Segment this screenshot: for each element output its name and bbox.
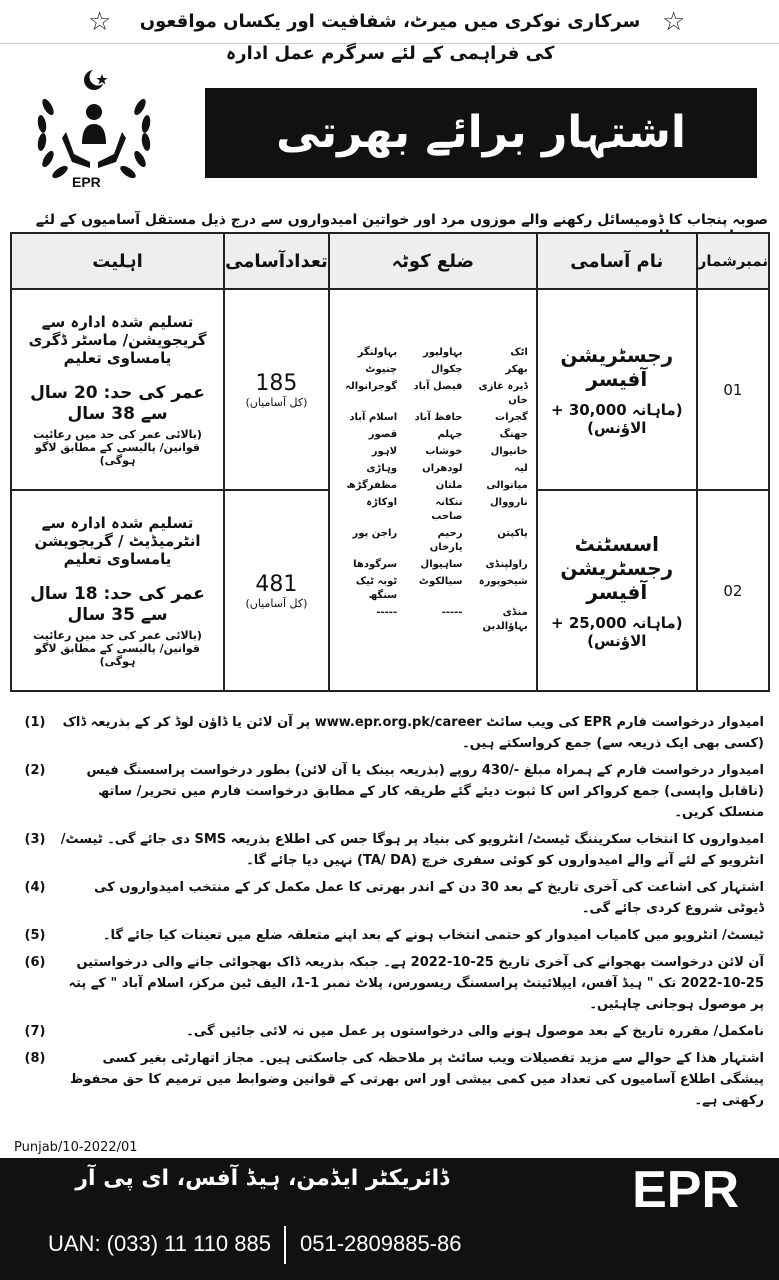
footer-divider	[284, 1226, 286, 1264]
row-no: 01	[697, 289, 769, 490]
row-eligibility	[11, 490, 224, 691]
header-post: نام آسامی	[537, 233, 697, 289]
count-note: (کل آسامیاں)	[245, 395, 308, 409]
top-banner	[0, 0, 779, 64]
uan-number: UAN: (033) 11 110 885	[48, 1231, 271, 1256]
district-item: اٹک	[510, 347, 528, 358]
row-post	[537, 490, 697, 691]
note-text: نامکمل/ مقررہ تاریخ کے بعد موصول ہونے والی درخواستوں پر عمل میں نہ لائی جائیں گی۔	[186, 1024, 764, 1039]
header-count: تعدادآسامی	[224, 233, 329, 289]
note-text: اشتہار ھذا کے حوالے سے مزید تفصیلات ویب سائٹ پر ملاحظہ کی جاسکتی ہیں۔ مجاز اتھارٹی بغیر کسی پیشگی اطلاع آسامیوں کی تعداد میں کمی بیشی اور اس بھرتی کے قوانین وضوابط میں ترمیم کا حق محفوظ رکھتی ہے۔	[69, 1051, 764, 1108]
district-item: جھنگ	[499, 429, 528, 440]
note-number: (7)	[24, 1024, 46, 1039]
district-item: فیصل آباد	[413, 381, 463, 392]
banner-text: سرکاری نوکری میں میرٹ، شفافیت اور یکساں مواقعوں کی فراہمی کے لئے سرگرم عمل ادارہ	[139, 11, 641, 64]
district-item: بھکر	[505, 364, 528, 375]
vacancies-table	[10, 232, 770, 692]
note-text: امیدوار درخواست فارم EPR کی ویب سائٹ www.epr.org.pk/career پر آن لائن یا ڈاؤن لوڈ کر کے بذریعہ ڈاک (کسی بھی ایک ذریعہ سے) جمع کرواسکتے ہیں۔	[62, 715, 764, 751]
district-item: گجرات	[495, 412, 528, 423]
list-item	[14, 829, 764, 871]
district-item: اوکاڑہ	[366, 497, 398, 508]
epr-logo	[28, 62, 160, 194]
note-number: (8)	[24, 1051, 46, 1066]
district-item: خوشاب	[425, 446, 463, 457]
list-item	[14, 1021, 764, 1042]
signatory: ڈائریکٹر ایڈمن، ہیڈ آفس، ای پی آر	[75, 1166, 449, 1191]
header-district: ضلع کوٹہ	[329, 233, 537, 289]
district-item: چنیوٹ	[365, 364, 398, 375]
eligibility-age: عمر کی حد: 20 سال سے 38 سال	[30, 382, 205, 424]
list-item	[14, 1048, 764, 1111]
header-eligibility: اہلیت	[11, 233, 224, 289]
footer	[0, 1158, 779, 1280]
phone-number: 051-2809885-86	[300, 1231, 462, 1256]
district-item: سیالکوٹ	[418, 576, 463, 587]
district-item: راولپنڈی	[485, 559, 528, 570]
post-pay: (ماہانہ 30,000 + الاؤنس)	[551, 400, 683, 437]
note-text: امیدوار درخواست فارم کے ہمراہ مبلغ -/430 روپے (بذریعہ بینک یا آن لائن) بطور درخواست پراسسنگ فیس (ناقابل واپسی) جمع کرواکر اس کا ثبوت دیئے گئے طریقہ کار کے مطابق درخواست فارم میں تحریر/ ساتھ منسلک کریں۔	[86, 763, 764, 820]
list-item	[14, 877, 764, 919]
notes-list	[14, 712, 764, 1117]
eligibility-age: عمر کی حد: 18 سال سے 35 سال	[30, 583, 205, 625]
district-item: حافظ آباد	[414, 412, 463, 423]
district-item: ملتان	[435, 480, 463, 491]
row-post	[537, 289, 697, 490]
reference-code: Punjab/10-2022/01	[14, 1140, 138, 1155]
district-item: بہاولپور	[423, 347, 463, 358]
district-item: جہلم	[437, 429, 463, 440]
district-item: گوجرانوالہ	[345, 381, 398, 392]
table-row	[11, 289, 769, 490]
list-item	[14, 952, 764, 1015]
count-value: 185	[255, 370, 298, 396]
row-no: 02	[697, 490, 769, 691]
district-item: ساہیوال	[420, 559, 463, 570]
district-item: ننکانہ صاحب	[431, 497, 463, 522]
logo-text: EPR	[72, 174, 101, 190]
district-quota-cell	[329, 289, 537, 691]
star-icon: ☆	[88, 7, 112, 37]
table-header-row	[11, 233, 769, 289]
eligibility-edu: تسلیم شدہ ادارہ سے گریجویشن/ ماسٹر ڈگری یامساوی تعلیم	[28, 312, 207, 367]
page-title: اشتہار برائے بھرتی	[205, 88, 757, 178]
post-pay: (ماہانہ 25,000 + الاؤنس)	[551, 613, 683, 650]
list-item	[14, 760, 764, 823]
star-icon: ☆	[662, 7, 686, 37]
district-item: -----	[376, 607, 398, 618]
row-count	[224, 490, 329, 691]
district-item: شیخوپورہ	[478, 576, 528, 587]
note-number: (5)	[24, 928, 46, 943]
district-item: میانوالی	[486, 480, 528, 491]
note-number: (1)	[24, 715, 46, 730]
footer-brand: EPR	[632, 1161, 739, 1219]
district-item: لیہ	[514, 463, 528, 474]
district-item: راجن پور	[352, 528, 398, 539]
note-text: ٹیسٹ/ انٹرویو میں کامیاب امیدوار کو حتمی انتخاب ہونے کے بعد اپنے متعلقہ ضلع میں تعینات کیا جائے گا۔	[102, 928, 764, 943]
eligibility-edu: تسلیم شدہ ادارہ سے انٹرمیڈیٹ / گریجویشن یامساوی تعلیم	[34, 513, 201, 568]
district-item: ٹوبہ ٹیک سنگھ	[355, 576, 398, 601]
district-item: -----	[441, 607, 463, 618]
eligibility-age-note: (بالائی عمر کی حد میں رعائیت قوانین/ پالیسی کے مطابق لاگو ہوگی)	[33, 427, 202, 467]
district-list	[338, 346, 528, 634]
district-item: قصور	[368, 429, 398, 440]
district-item: سرگودھا	[353, 559, 398, 570]
district-item: پاکپتن	[497, 528, 528, 539]
district-item: رحیم یارخاں	[429, 528, 463, 553]
note-number: (2)	[24, 763, 46, 778]
district-item: خانیوال	[490, 446, 528, 457]
note-text: امیدواروں کا انتخاب سکریننگ ٹیسٹ/ انٹرویو کی بنیاد پر ہوگا جس کی اطلاع بذریعہ SMS دی جائے گی۔ ٹیسٹ/ انٹرویو کے لئے آنے والے امیدواروں کو کوئی سفری خرچ (TA/ DA) نہیں دیا جائے گا۔	[60, 832, 764, 868]
count-note: (کل آسامیاں)	[245, 596, 308, 610]
note-text: آن لائن درخواست بھجوانے کی آخری تاریخ 25-10-2022 ہے۔ جبکہ بذریعہ ڈاک بھجوائی جانے والی درخواستیں 25-10-2022 تک " ہیڈ آفس، ایپلائینٹ پراسسنگ ریسورس، پلاٹ نمبر 1-1، الیف ٹین مرکز، اسلام آباد " کے پتہ پر موصول ہوجانی چاہئیں۔	[68, 955, 764, 1012]
district-item: نارووال	[489, 497, 528, 508]
post-name: اسسٹنٹ رجسٹریشن آفیسر	[560, 531, 674, 604]
district-item: ڈیرہ غازی خاں	[478, 381, 528, 406]
post-name: رجسٹریشن آفیسر	[560, 342, 674, 391]
district-item: لاہور	[371, 446, 398, 457]
district-item: مظفرگڑھ	[346, 480, 398, 491]
district-item: اسلام آباد	[349, 412, 398, 423]
row-count	[224, 289, 329, 490]
note-number: (6)	[24, 955, 46, 970]
eligibility-age-note: (بالائی عمر کی حد میں رعائیت قوانین/ پالیسی کے مطابق لاگو ہوگی)	[33, 628, 202, 668]
district-item: بہاولنگر	[357, 347, 398, 358]
list-item	[14, 925, 764, 946]
intro-text: صوبہ پنجاب کا ڈومیسائل رکھنے والے موزوں مرد اور خواتین امیدواروں سے درج ذیل مستقل آسامیوں کے لئے	[35, 212, 768, 228]
district-item: لودھراں	[422, 463, 463, 474]
list-item	[14, 712, 764, 754]
note-number: (3)	[24, 832, 46, 847]
row-eligibility	[11, 289, 224, 490]
header-no: نمبرشمار	[697, 233, 769, 289]
note-text: اشتہار کی اشاعت کی آخری تاریخ کے بعد 30 دن کے اندر بھرتی کا عمل مکمل کر کے منتخب امیدواروں کی ڈیوٹی شروع کردی جائے گی۔	[94, 880, 764, 916]
count-value: 481	[255, 571, 298, 597]
district-item: منڈی بہاؤالدین	[482, 607, 528, 632]
district-item: وہاڑی	[366, 463, 398, 474]
note-number: (4)	[24, 880, 46, 895]
district-item: چکوال	[431, 364, 463, 375]
